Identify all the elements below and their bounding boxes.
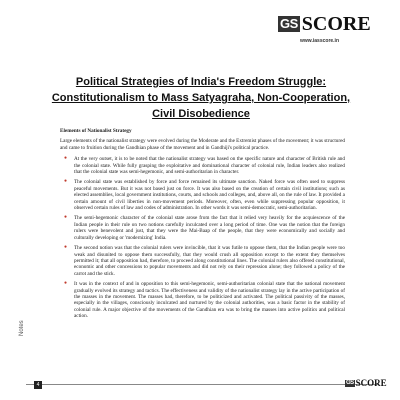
bullet-icon: ● [64,156,68,162]
logo-box: GS [280,16,298,31]
bullet-icon: ● [64,245,68,251]
section-heading: Elements of Nationalist Strategy [60,128,132,134]
list-item-text: The second notion was that the colonial rulers were invincible, that it was futile to oppose them, that the Indian people were too weak and disunited to oppose them successfully, that they would crush all opposition except to the extent they themselves permitted it; that all opposition had, therefore, to proceed along constitutional lines. The colonial rulers also offered constitutional, economic and other concessions to popular movements and did not rely on their repression alone; they followed a policy of the carrot and the stick. [74,245,345,277]
list-item [60,179,345,211]
footer-logo-box: GS [346,380,354,386]
document-title [40,74,362,122]
bullet-icon: ● [64,179,68,185]
notes-side-label: Notes [19,320,25,336]
section-intro: Large elements of the nationalist strategy were evolved during the Moderate and the Extremist phases of the movement; it was structured and came to fruition during the Gandhian phase of the movement and in Gandhiji's political practice. [60,138,345,151]
document-title-text: Political Strategies of India's Freedom Struggle: Constitutionalism to Mass Satyagraha, Non-Cooperation, Civil Disobedience [51,76,351,120]
website-url[interactable]: www.iasscore.in [300,38,339,44]
list-item [60,156,345,175]
page-number: 4 [34,381,42,389]
footer-logo [345,379,387,388]
list-item [60,245,345,277]
nationalist-strategy-section [60,128,345,324]
footer-logo-word: SCORE [355,378,387,388]
footer-divider [26,384,378,385]
list-item-text: The colonial state was established by force and force remained its ultimate sanction. Naked force was often used to suppress peaceful movements. But it was not based just on force. It was also based on the creation of certain civil institutions; such as elected assemblies, local government institutions, courts, and schools and colleges, and, above all, on the rule of law. It provided a certain amount of civil liberties in non-movement periods. Moreover, often, even while suppressing popular opposition, it observed certain rules of law and codes of administration. In other words it was semi-democratic, semi-authoritarian. [74,179,345,212]
bullet-icon: ● [64,281,68,287]
list-item [60,281,345,319]
list-item [60,215,345,241]
gs-score-logo [278,14,371,34]
logo-word: SCORE [301,13,371,35]
bullet-icon: ● [64,215,68,221]
list-item-text: It was in the context of and in opposition to this semi-hegemonic, semi-authoritarian colonial state that the national movement gradually evolved its strategy and tactics. The effectiveness and validity of the nationalist strategy lay in the active participation of the masses in the movement. The masses had, therefore, to be politicized and activated. The political passivity of the masses, especially in the villages, consciously inculcated and nurtured by the colonial authorities, was a basic factor in the stability of colonial rule. A major objective of the movements of the Gandhian era was to bring the masses into active politics and political action. [74,281,345,320]
list-item-text: The semi-hegemonic character of the colonial state arose from the fact that it relied very heavily for the acquiescence of the Indian people in their rule on two notions carefully inculcated over a long period of time. One was the notion that the foreign rulers were benevolent and just, that they were the Mai-Baap of the people, that they were economically and socially and culturally developing or 'modernizing' India. [74,215,345,241]
bullet-list [60,156,345,319]
list-item-text: At the very outset, it is to be noted that the nationalist strategy was based on the specific nature and character of British rule and the colonial state. While fully grasping the exploitative and dominational character of colonial rule, Indian leaders also realized that the colonial state was semi-hegemonic, and semi-authoritarian in character. [74,156,345,176]
